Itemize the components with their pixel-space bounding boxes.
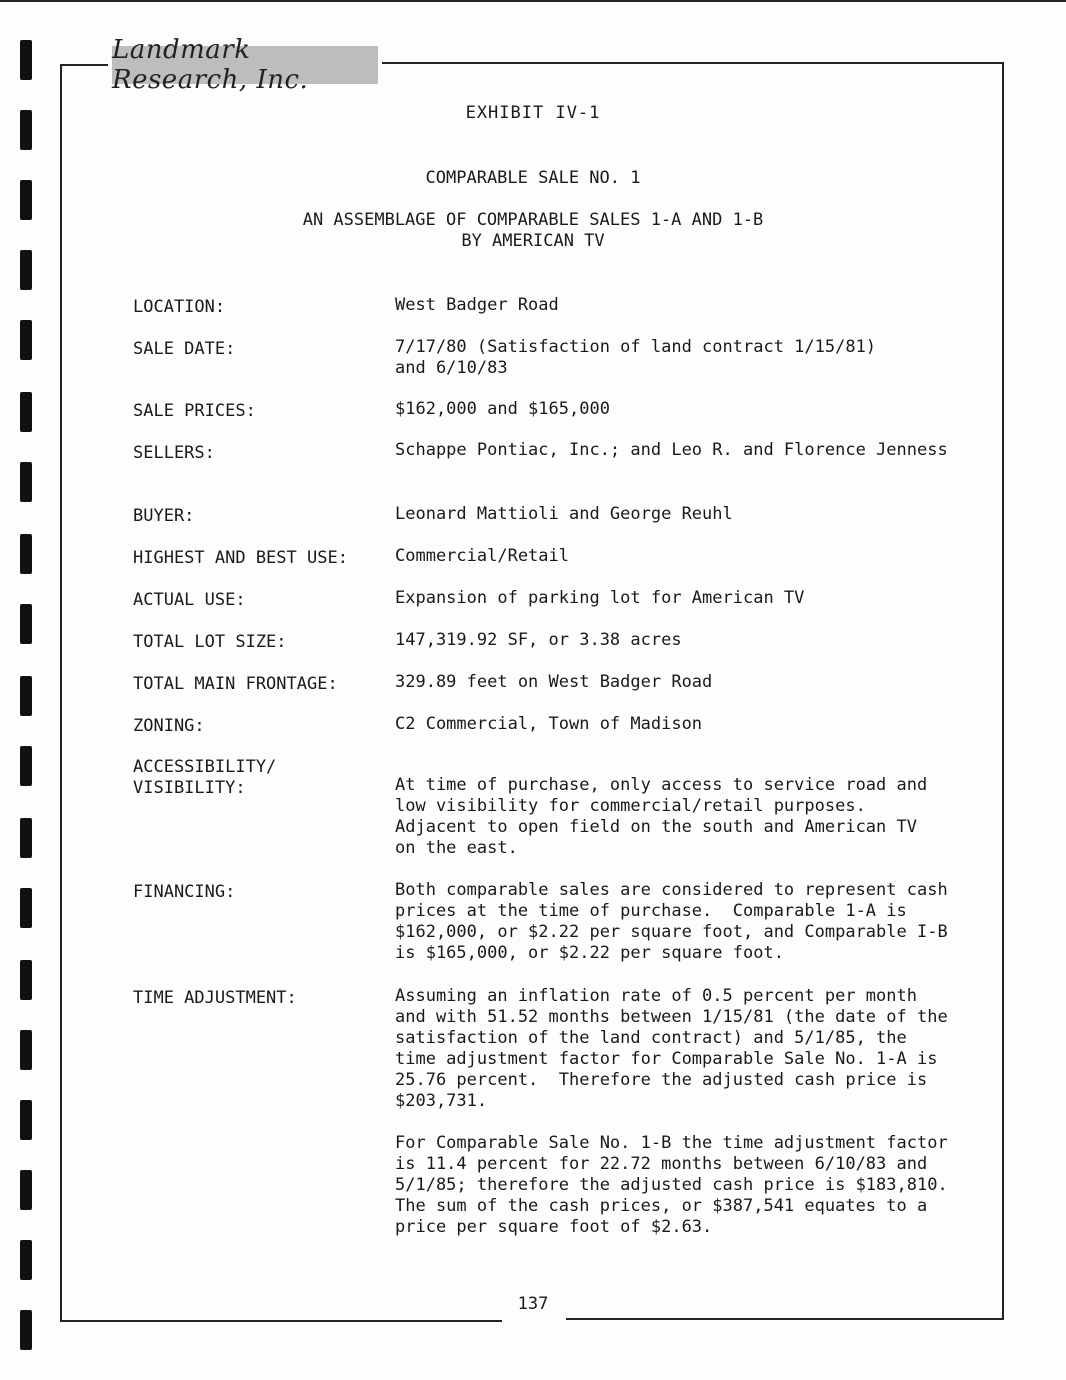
total-main-frontage-label: TOTAL MAIN FRONTAGE: — [133, 674, 338, 694]
binding-hole — [20, 462, 32, 502]
total-lot-size-value: 147,319.92 SF, or 3.38 acres — [395, 630, 682, 650]
binding-hole — [20, 1030, 32, 1070]
binding-hole — [20, 1240, 32, 1280]
page-title-line-2: BY AMERICAN TV — [461, 231, 605, 251]
binding-hole — [20, 1310, 32, 1350]
actual-use-label: ACTUAL USE: — [133, 590, 246, 610]
total-main-frontage-value: 329.89 feet on West Badger Road — [395, 672, 713, 692]
sale-date-value: 7/17/80 (Satisfaction of land contract 1/15/81) and 6/10/83 — [395, 337, 877, 378]
actual-use-value: Expansion of parking lot for American TV — [395, 588, 805, 608]
binding-hole — [20, 888, 32, 928]
exhibit-heading: EXHIBIT IV-1 — [465, 103, 601, 123]
total-lot-size-label: TOTAL LOT SIZE: — [133, 632, 287, 652]
page-number: 137 — [517, 1294, 549, 1314]
top-edge-line — [0, 0, 1066, 2]
frame-border-top-left — [60, 64, 108, 66]
time-adjustment-label: TIME ADJUSTMENT: — [133, 988, 297, 1008]
time-adjustment-value: Assuming an inflation rate of 0.5 percent per month and with 51.52 months between 1/15/81 (the date of the satisfaction of the land contract) and 5/1/85, the time adjustment factor for Comparable Sale No. 1-A is 25.76 percent. Therefore the adjusted cash price is $203,731. — [395, 986, 948, 1111]
zoning-value: C2 Commercial, Town of Madison — [395, 714, 703, 734]
binding-hole — [20, 250, 32, 290]
sale-prices-label: SALE PRICES: — [133, 401, 256, 421]
frame-border-bottom-left — [60, 1320, 502, 1322]
financing-value: Both comparable sales are considered to represent cash prices at the time of purchase. Comparable 1-A is $162,000, or $2.22 per square foot, and Comparable I-B is $165,000, or $2.22 per square foot. — [395, 880, 948, 963]
sellers-value: Schappe Pontiac, Inc.; and Leo R. and Florence Jenness — [395, 440, 948, 460]
buyer-label: BUYER: — [133, 506, 195, 526]
highest-best-use-value: Commercial/Retail — [395, 546, 569, 566]
binding-hole — [20, 746, 32, 786]
binding-hole — [20, 676, 32, 716]
binding-hole — [20, 818, 32, 858]
binding-hole — [20, 604, 32, 644]
binding-hole — [20, 1170, 32, 1210]
accessibility-value: At time of purchase, only access to service road and low visibility for commercial/retail purposes. Adjacent to open field on the south and American TV on the east. — [395, 775, 928, 858]
location-value: West Badger Road — [395, 295, 559, 315]
zoning-label: ZONING: — [133, 716, 205, 736]
binding-hole — [20, 534, 32, 574]
sale-date-label: SALE DATE: — [133, 339, 236, 359]
highest-best-use-label: HIGHEST AND BEST USE: — [133, 548, 348, 568]
binding-hole — [20, 392, 32, 432]
sale-prices-value: $162,000 and $165,000 — [395, 399, 610, 419]
binding-hole — [20, 40, 32, 80]
time-adjustment-value-2: For Comparable Sale No. 1-B the time adjustment factor is 11.4 percent for 22.72 months between 6/10/83 and 5/1/85; therefore the adjusted cash price is $183,810. The sum of the cash prices, or $387,541 equates to a price per square foot of $2.63. — [395, 1133, 948, 1237]
page-title-line-1: AN ASSEMBLAGE OF COMPARABLE SALES 1-A AND 1-B — [302, 210, 764, 230]
company-logo: Landmark Research, Inc. — [112, 46, 378, 84]
sellers-label: SELLERS: — [133, 443, 215, 463]
frame-border-left — [60, 64, 62, 1320]
buyer-value: Leonard Mattioli and George Reuhl — [395, 504, 733, 524]
binding-hole — [20, 320, 32, 360]
binding-hole — [20, 960, 32, 1000]
binding-hole — [20, 1100, 32, 1140]
accessibility-label: ACCESSIBILITY/ VISIBILITY: — [133, 757, 277, 798]
location-label: LOCATION: — [133, 297, 226, 317]
page-subtitle: COMPARABLE SALE NO. 1 — [425, 168, 641, 188]
frame-border-bottom-right — [566, 1318, 1004, 1320]
frame-border-top-right — [382, 62, 1002, 64]
financing-label: FINANCING: — [133, 882, 236, 902]
